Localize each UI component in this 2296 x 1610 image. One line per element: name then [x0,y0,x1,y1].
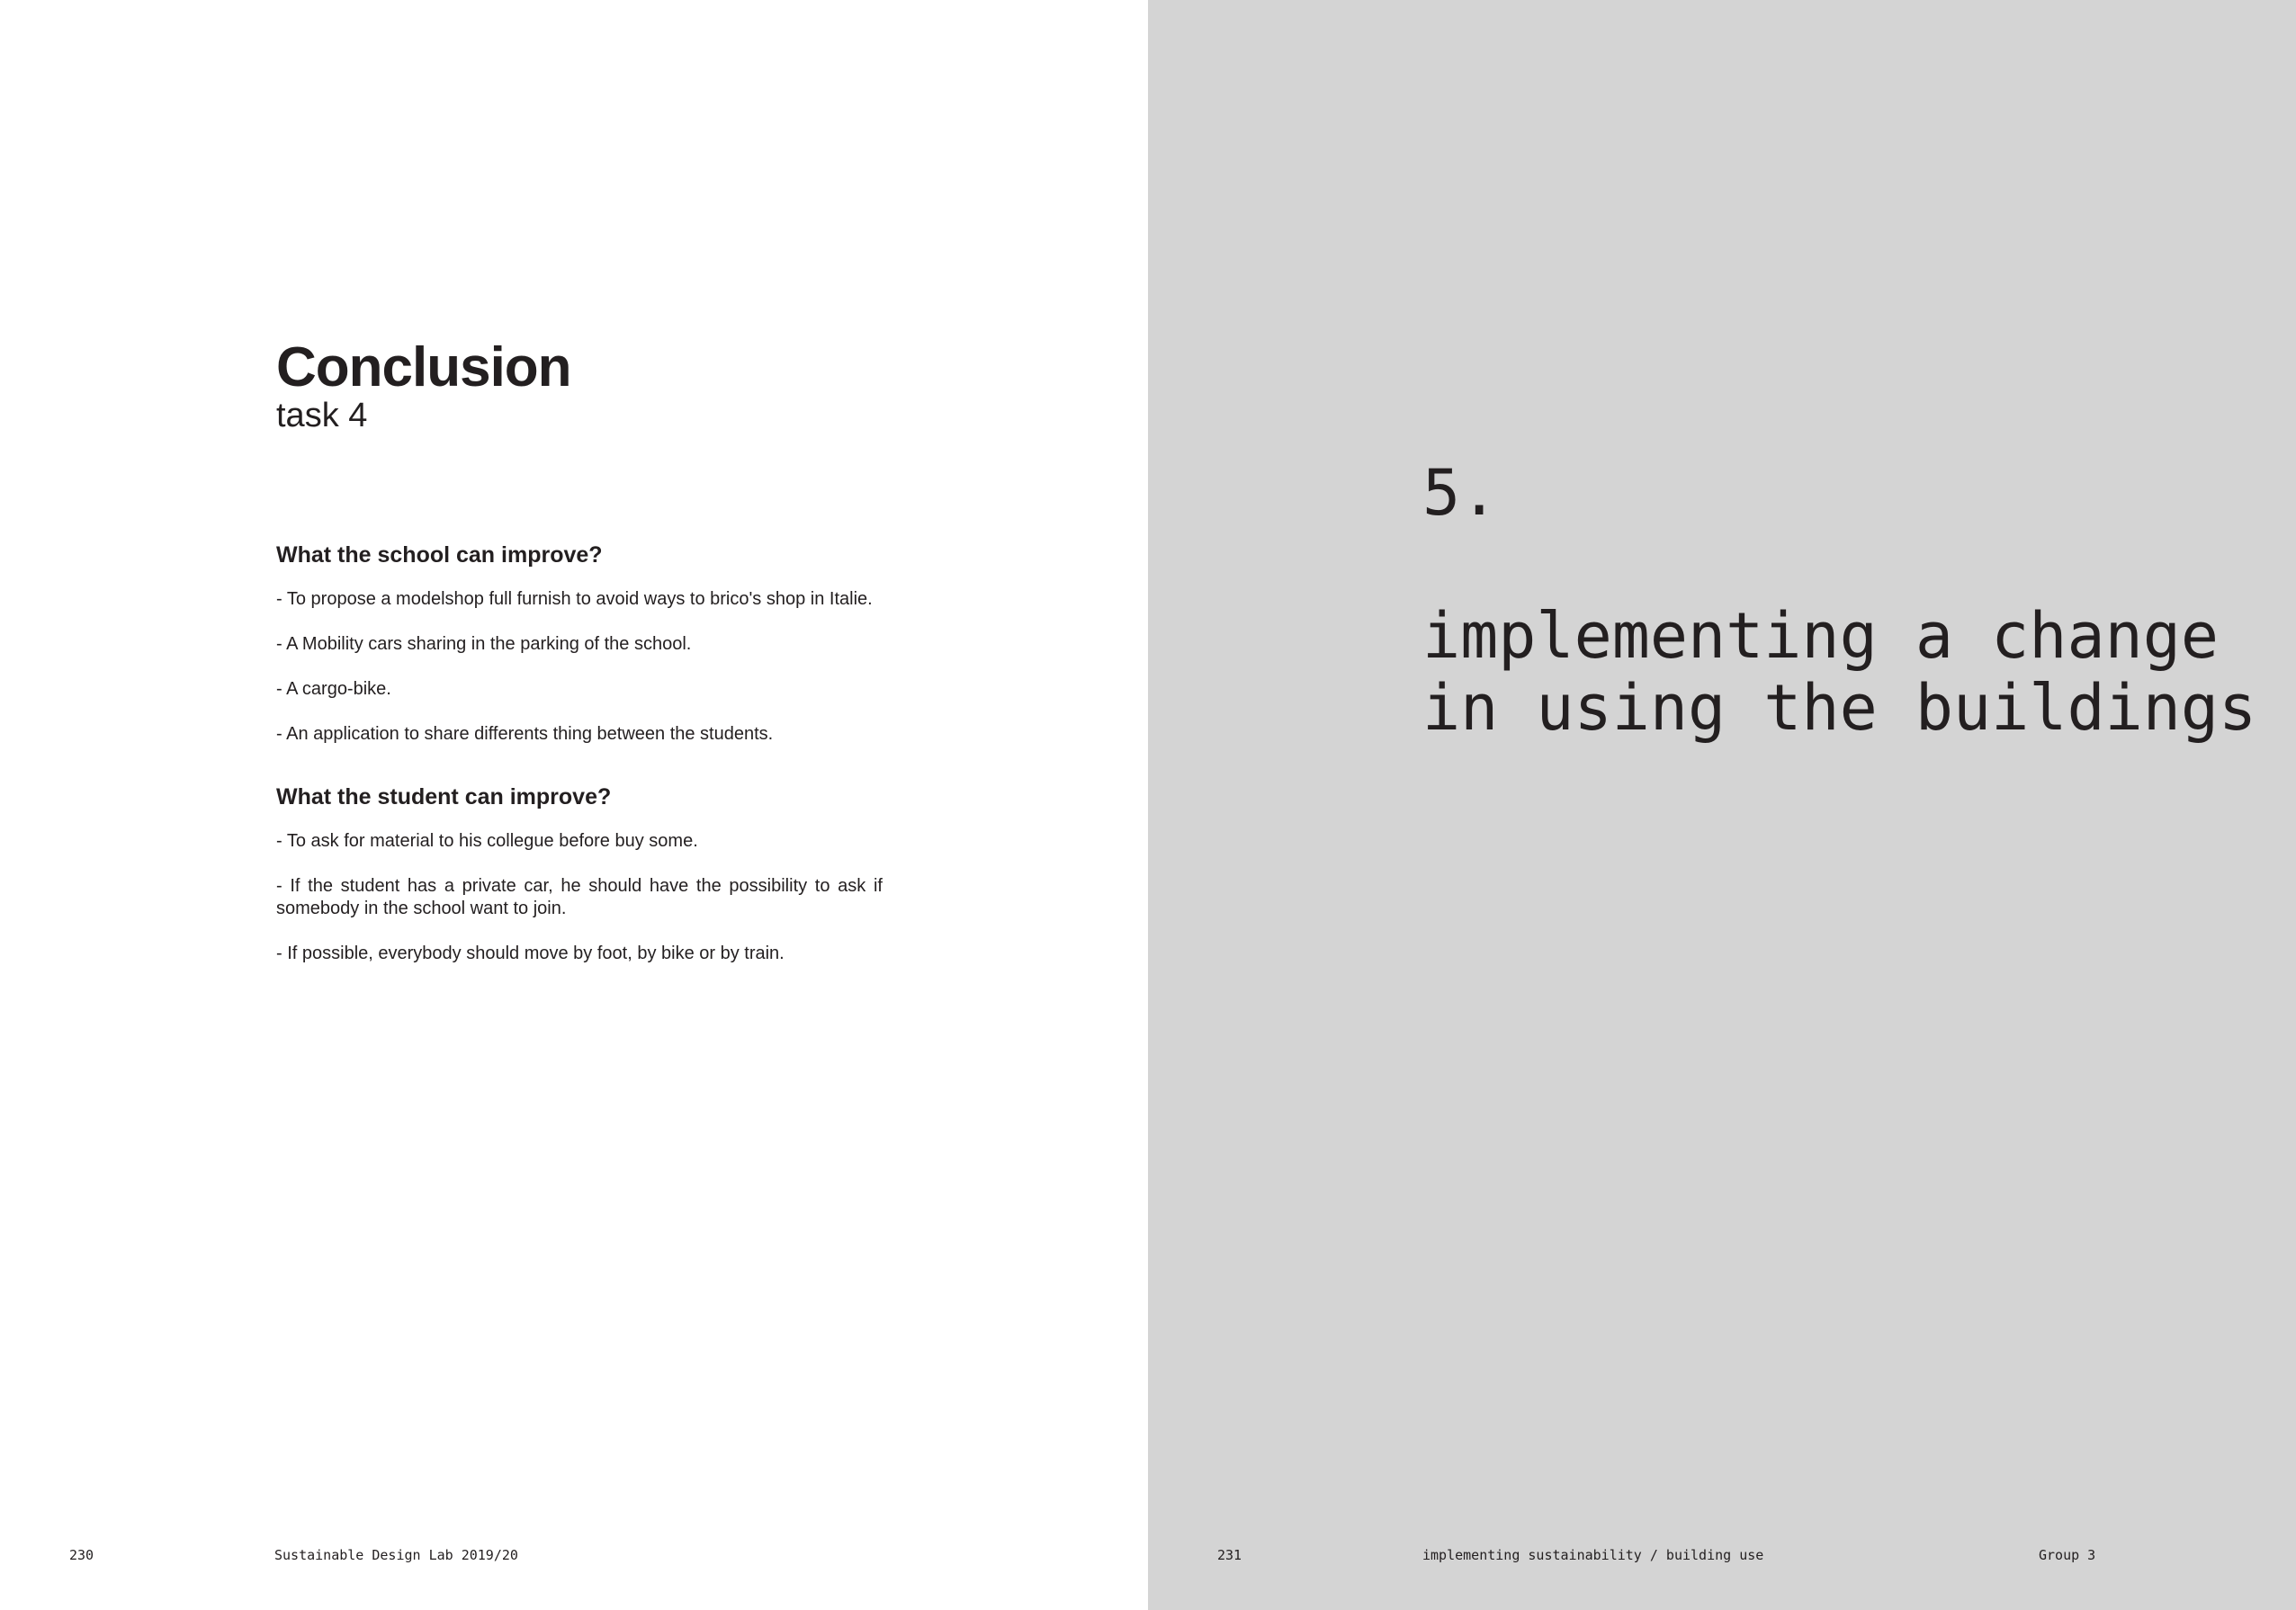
footer-group: Group 3 [2039,1547,2096,1563]
right-page [1148,0,2296,1610]
chapter-number: 5. [1422,456,1499,530]
student-improvements-section [276,782,883,965]
chapter-title-line: implementing a change [1422,599,2220,673]
school-improvements-list [276,588,883,746]
page-number: 231 [1217,1547,1242,1563]
page-subtitle: task 4 [276,397,368,434]
list-item: - A cargo-bike. [276,679,391,699]
page-title: Conclusion [276,336,571,398]
page-number: 230 [69,1547,94,1563]
list-item: - To propose a modelshop full furnish to avoid ways to brico's shop in Italie. [276,589,873,609]
list-item: - If the student has a private car, he should have the possibility to ask if somebody in the school want to join. [276,876,883,918]
list-item: - To ask for material to his collegue before buy some. [276,831,698,851]
list-item: - If possible, everybody should move by foot, by bike or by train. [276,944,785,963]
chapter-title-line: in using the buildings [1422,671,2257,745]
footer-section: implementing sustainability / building use [1422,1547,1764,1563]
section-heading: What the student can improve? [276,784,612,809]
footer-publication: Sustainable Design Lab 2019/20 [274,1547,518,1563]
list-item: - A Mobility cars sharing in the parking of the school. [276,634,692,654]
student-improvements-list [276,830,883,965]
chapter-title [1422,600,2277,744]
section-heading: What the school can improve? [276,542,603,568]
conclusion-content [276,540,883,1001]
list-item: - An application to share differents thing between the students. [276,724,774,744]
school-improvements-section [276,540,883,746]
